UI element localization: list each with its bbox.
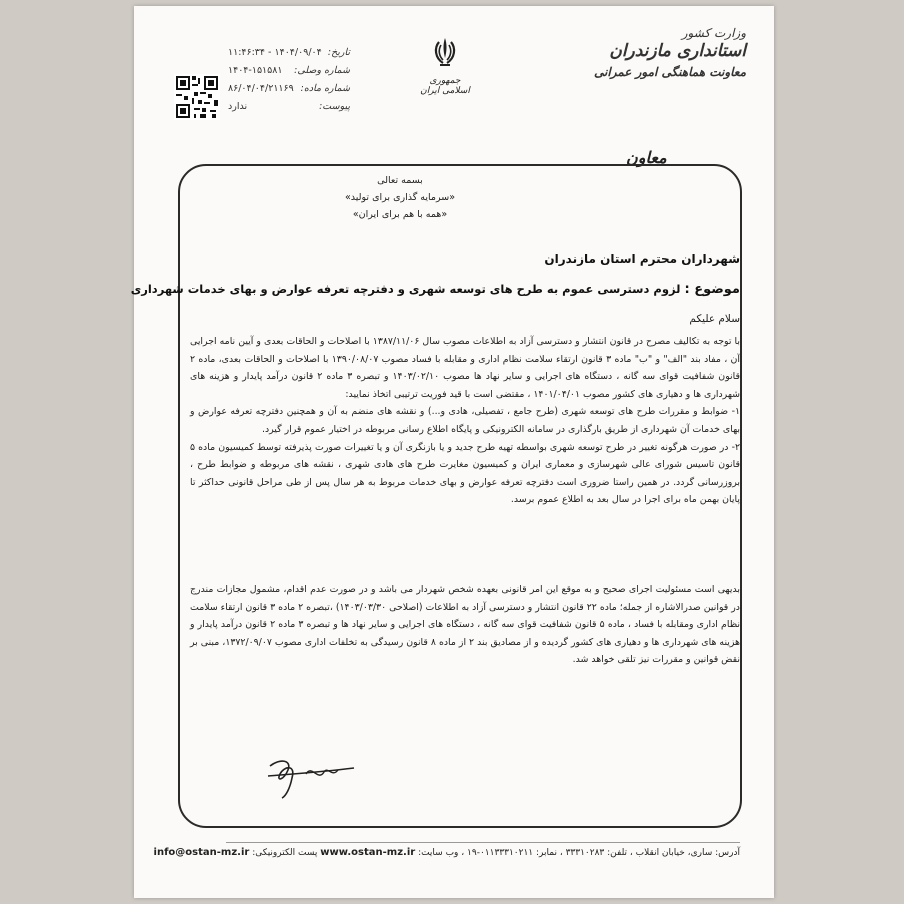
signature: [262, 752, 358, 802]
iran-emblem: [420, 36, 470, 96]
footer-website[interactable]: www.ostan-mz.ir: [320, 847, 416, 858]
letter-metadata: [228, 44, 350, 116]
footer-contact: [153, 842, 740, 858]
subject-label: موضوع :: [684, 282, 740, 297]
subject-line: [130, 282, 740, 297]
salutation: [300, 172, 500, 223]
salutation-motto: «همه با هم برای ایران»: [352, 209, 448, 220]
province-governorate: استانداری مازندران: [609, 41, 746, 61]
footer-email-label: پست الکترونیکی:: [252, 848, 318, 858]
body-paragraph: ۲- در صورت هرگونه تغییر در طرح توسعه شهری بواسطه تهیه طرح جدید و یا بازنگری آن و یا تغییرات صورت پذیرفته توسط کمیسیون ماده ۵ قانون تاسیس شورای عالی شهرسازی و معماری ایران و کمیسیون مغایرت طرح های هادی شهری ، نقشه های مربوطه و ضوابط طرح ، بروزرسانی گردد. در همین راستا ضروری است دفترچه تعرفه عوارض و بهای خدمات مربوط به هر سال پس از طی مراحل قانونی حداکثر تا پایان بهمن ماه برای اجرا در سال بعد به اطلاع عموم برسد.: [190, 441, 740, 506]
emblem-icon: [430, 36, 460, 70]
footer-address: آدرس: ساری، خیابان انقلاب ، تلفن: ۳۳۳۱۰۲۸۳ ، نمابر: ۰۱۱۳۳۳۱۰۲۱۱-۱۹ ، وب سایت:: [418, 848, 740, 858]
letter-body: [190, 333, 740, 509]
addressee: شهرداران محترم استان مازندران: [544, 252, 740, 266]
footer-email[interactable]: info@ostan-mz.ir: [153, 847, 250, 858]
greeting: سلام علیکم: [689, 313, 740, 325]
deputy-office: معاونت هماهنگی امور عمرانی: [594, 65, 746, 79]
body-paragraph: ۱- ضوابط و مقررات طرح های توسعه شهری (طرح جامع ، تفصیلی، هادی و...) و نقشه های منضم به آن و همچنین دفترچه تعرفه عوارض و بهای خدمات آن شهرداری از طریق بارگذاری در سامانه الکترونیکی و پایگاه اطلاع رسانی مربوطه در اختیار عموم قرار گیرد.: [190, 406, 740, 435]
meta-row: [228, 98, 350, 116]
meta-value: ندارد: [228, 101, 248, 112]
meta-row: [228, 80, 350, 98]
ministry-name: وزارت کشور: [681, 26, 746, 40]
meta-key: تاریخ:: [327, 47, 350, 58]
meta-key: شماره وصلی:: [294, 65, 350, 76]
meta-value: ۸۶/۰۴/۰۴/۲۱۱۶۹: [228, 83, 294, 94]
deputy-stamp: معاون: [626, 148, 667, 167]
qr-code: [174, 74, 220, 120]
salutation-motto: «سرمایه گذاری برای تولید»: [344, 192, 456, 203]
subject-text: لزوم دسترسی عموم به طرح های توسعه شهری و دفترچه تعرفه عوارض و بهای خدمات شهرداری: [130, 282, 681, 296]
body-paragraph: با توجه به تکالیف مصرح در قانون انتشار و دسترسی آزاد به اطلاعات مصوب سال ۱۳۸۷/۱۱/۰۶ با اصلاحات و الحاقات بعدی و آیین نامه اجرایی آن ، مفاد بند "الف" و "ب" ماده ۳ قانون ارتقاء سلامت نظام اداری و مقابله با فساد مصوب ۱۳۹۰/۰۸/۰۷ با اصلاحات و الحاقات بعدی، ماده ۲ قانون شفافیت قوای سه گانه ، دستگاه های اجرایی و سایر نهاد ها مصوب ۱۴۰۳/۰۲/۱۰ و تبصره ۳ ماده ۲ قانون درآمد پایدار و هزینه های شهرداری ها و دهیاری های کشور مصوب ۱۴۰۱/۰۴/۰۱ ، مقتضی است با قید فوریت ترتیبی اتخاذ نمایید:: [190, 336, 741, 400]
meta-row: [228, 44, 350, 62]
meta-key: پیوست:: [319, 101, 350, 112]
letter-body-closing: [190, 581, 740, 669]
meta-key: شماره ماده:: [300, 83, 350, 94]
meta-value: ۱۴۰۴-۱۵۱۵۸۱: [228, 65, 283, 76]
ministry-header: [556, 26, 746, 79]
meta-value: ۱۴۰۴/۰۹/۰۴ - ۱۱:۴۶:۳۴: [228, 47, 322, 58]
emblem-caption: جمهوری اسلامی ایران: [420, 76, 470, 96]
meta-row: [228, 62, 350, 80]
body-paragraph: بدیهی است مسئولیت اجرای صحیح و به موقع این امر قانونی بعهده شخص شهردار می باشد و در صورت عدم اقدام، مشمول مجازات مندرج در قوانین صدرالاشاره از جمله؛ ماده ۲۲ قانون انتشار و دسترسی آزاد به اطلاعات (اصلاحی ۱۴۰۳/۰۳/۳۰) ،تبصره ۲ ماده ۳ قانون ارتقاء سلامت نظام اداری ومقابله با فساد ، ماده ۵ قانون شفافیت قوای سه گانه ، دستگاه های اجرایی و سایر نهاد ها و تبصره ۳ ماده ۲ قانون درآمد پایدار و هزینه های شهرداری ها و دهیاری های کشور گردیده و از مصادیق بند ۲ از ماده ۸ قانون رسیدگی به تخلفات اداری مصوب ۱۳۷۲/۰۹/۰۷، مبنی بر نقض قوانین و مقررات نیز تلقی خواهد شد.: [190, 584, 741, 666]
salutation-basmala: بسمه تعالی: [377, 175, 423, 186]
